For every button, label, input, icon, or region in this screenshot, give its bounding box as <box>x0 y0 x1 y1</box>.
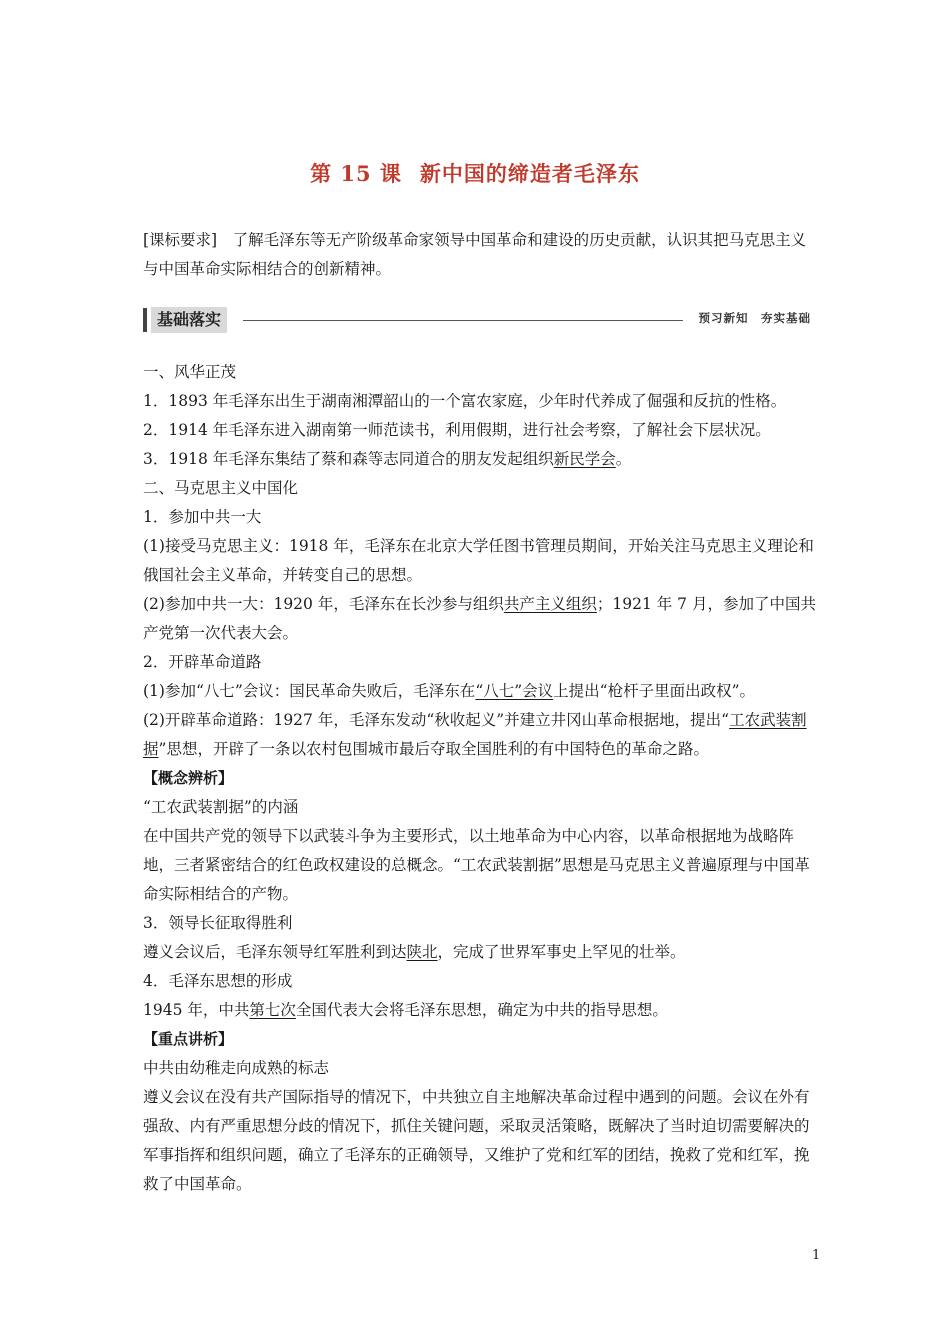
key-point-label: 【重点讲析】 <box>143 1030 234 1048</box>
text: ，完成了世界军事史上罕见的壮举。 <box>437 943 686 961</box>
text: 1945 年，中共 <box>143 1001 250 1019</box>
banner-subtitle: 预习新知 夯实基础 <box>698 311 811 325</box>
paragraph <box>143 996 818 1025</box>
text: 。 <box>615 450 632 468</box>
requirement-label: [课标要求] <box>143 231 218 249</box>
paragraph <box>143 938 818 967</box>
text: (1)参加“八七”会议：国民革命失败后，毛泽东在 <box>143 682 476 700</box>
text: ；1921 年 7 月，参加了中国共产党第一次代表大会。 <box>143 595 816 642</box>
section-heading-1: 一、风华正茂 <box>143 363 237 381</box>
underlined-term: 工农武装割据 <box>143 711 807 758</box>
banner-label: 基础落实 <box>151 307 227 333</box>
main-content <box>143 358 818 1199</box>
underlined-term: 陕北 <box>406 943 438 961</box>
banner-bar <box>143 308 147 332</box>
underlined-term: 新民学会 <box>553 450 616 468</box>
lesson-name: 新中国的缔造者毛泽东 <box>419 161 640 186</box>
page-number: 1 <box>812 1248 821 1263</box>
underlined-term: “八七”会议 <box>475 682 554 700</box>
requirement-text: 了解毛泽东等无产阶级革命家领导中国革命和建设的历史贡献，认识其把马克思主义与中国革命实际相结合的创新精神。 <box>143 231 807 278</box>
underlined-term: 共产主义组织 <box>503 595 597 613</box>
text: 遵义会议后，毛泽东领导红军胜利到达 <box>143 943 407 961</box>
paragraph: (1)接受马克思主义：1918 年，毛泽东在北京大学任图书管理员期间，开始关注马克思主义理论和俄国社会主义革命，并转变自己的思想。 <box>143 537 814 584</box>
banner-divider <box>243 320 683 321</box>
concept-title: “工农武装割据”的内涵 <box>143 798 299 816</box>
text: ”思想，开辟了一条以农村包围城市最后夺取全国胜利的有中国特色的革命之路。 <box>158 740 709 758</box>
text: 全国代表大会将毛泽东思想，确定为中共的指导思想。 <box>295 1001 668 1019</box>
paragraph: 2．1914 年毛泽东进入湖南第一师范读书，利用假期，进行社会考察，了解社会下层状况。 <box>143 421 771 439</box>
concept-text: 在中国共产党的领导下以武装斗争为主要形式，以土地革命为中心内容，以革命根据地为战略阵地，三者紧密结合的红色政权建设的总概念。“工农武装割据”思想是马克思主义普遍原理与中国革命实际相结合的产物。 <box>143 827 810 903</box>
concept-label: 【概念辨析】 <box>143 769 234 787</box>
text: (2)参加中共一大：1920 年，毛泽东在长沙参与组织 <box>143 595 504 613</box>
paragraph <box>143 706 818 764</box>
section-banner <box>143 306 815 334</box>
key-point-text: 遵义会议在没有共产国际指导的情况下，中共独立自主地解决革命过程中遇到的问题。会议在外有强敌、内有严重思想分歧的情况下，抓住关键问题，采取灵活策略，既解决了当时迫切需要解决的军事指挥和组织问题，确立了毛泽东的正确领导，又维护了党和红军的团结，挽救了党和红军，挽救了中国革命。 <box>143 1088 810 1193</box>
paragraph <box>143 445 818 474</box>
paragraph <box>143 677 818 706</box>
page-title <box>0 158 950 188</box>
lesson-number: 第 15 课 <box>310 161 402 186</box>
subsection-heading: 3．领导长征取得胜利 <box>143 914 293 932</box>
text: 上提出“枪杆子里面出政权”。 <box>553 682 756 700</box>
subsection-heading: 2．开辟革命道路 <box>143 653 262 671</box>
paragraph <box>143 590 818 648</box>
curriculum-requirement <box>143 226 815 284</box>
key-point-title: 中共由幼稚走向成熟的标志 <box>143 1059 330 1077</box>
section-heading-2: 二、马克思主义中国化 <box>143 479 299 497</box>
underlined-term: 第七次 <box>249 1001 296 1019</box>
subsection-heading: 4．毛泽东思想的形成 <box>143 972 293 990</box>
text: (2)开辟革命道路：1927 年，毛泽东发动“秋收起义”并建立井冈山革命根据地，提出“ <box>143 711 730 729</box>
subsection-heading: 1．参加中共一大 <box>143 508 262 526</box>
paragraph: 1．1893 年毛泽东出生于湖南湘潭韶山的一个富农家庭，少年时代养成了倔强和反抗的性格。 <box>143 392 787 410</box>
text: 3．1918 年毛泽东集结了蔡和森等志同道合的朋友发起组织 <box>143 450 554 468</box>
